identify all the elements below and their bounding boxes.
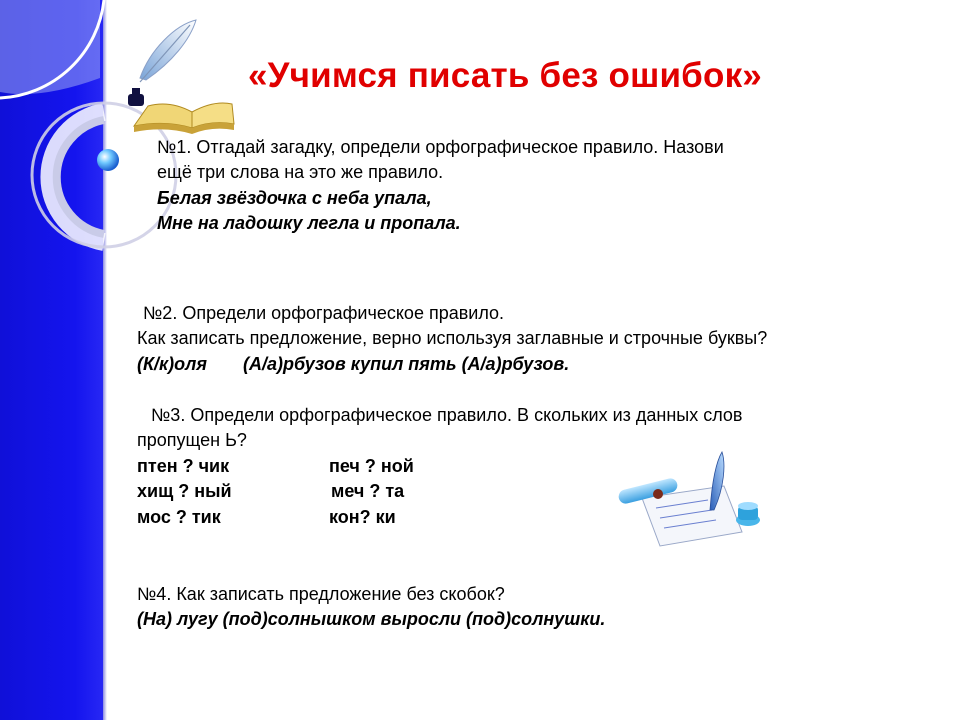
task3-word: печ ? ной	[329, 456, 414, 476]
task4-sentence: (На) лугу (под)солнышком выросли (под)солнушки.	[137, 609, 606, 629]
task2-example-name: (К/к)оля	[137, 354, 207, 374]
task3-word: кон? ки	[329, 507, 396, 527]
task1-prompt-line1: №1. Отгадай загадку, определи орфографическое правило. Назови	[157, 137, 724, 157]
task2-prompt-line1: №2. Определи орфографическое правило.	[143, 303, 505, 323]
task3-word: птен ? чик	[137, 456, 230, 476]
task1-riddle-line2: Мне на ладошку легла и пропала.	[157, 213, 461, 233]
task2-example-sentence: (А/а)рбузов купил пять (А/а)рбузов.	[243, 354, 570, 374]
blue-orb-icon	[97, 149, 119, 171]
decorative-arcs	[0, 0, 300, 320]
task4-prompt: №4. Как записать предложение без скобок?	[137, 584, 505, 604]
ink-bottle-icon	[128, 88, 144, 106]
scroll-with-quill-icon	[612, 448, 772, 553]
task3-prompt-line2: пропущен Ь?	[137, 430, 247, 450]
task2-prompt-line2: Как записать предложение, верно используя заглавные и строчные буквы?	[137, 328, 768, 348]
open-book-icon	[134, 103, 234, 134]
task3-word: хищ ? ный	[137, 481, 232, 501]
task3-prompt-line1: №3. Определи орфографическое правило. В скольких из данных слов	[151, 405, 743, 425]
task1-prompt-line2: ещё три слова на это же правило.	[157, 162, 444, 182]
task1-riddle-line1: Белая звёздочка с неба упала,	[157, 188, 432, 208]
task3-word: мос ? тик	[137, 507, 221, 527]
quill-pen-icon	[140, 20, 196, 82]
task3-word: меч ? та	[331, 481, 405, 501]
page-title: «Учимся писать без ошибок»	[248, 56, 762, 95]
